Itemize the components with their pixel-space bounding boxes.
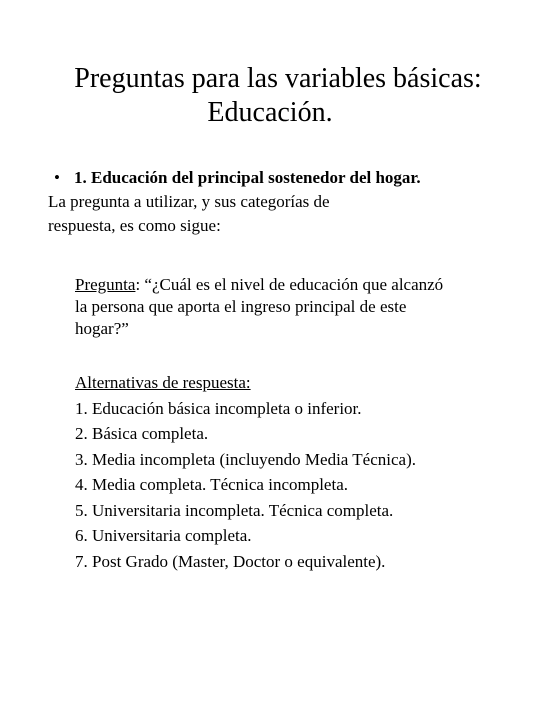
alternative-item: 7. Post Grado (Master, Doctor o equivalente). [75, 551, 386, 571]
bullet-icon: • [54, 168, 60, 187]
bullet-section [48, 166, 518, 238]
question-text-start: : “¿Cuál es el nivel de educación que alcanzó [135, 275, 444, 294]
title-line-1: Preguntas para las variables básicas: [74, 63, 482, 94]
question-section [75, 274, 515, 340]
question-line-3: hogar?” [75, 319, 129, 338]
alternatives-section [75, 370, 515, 574]
intro-line-2: respuesta, es como sigue: [48, 216, 221, 235]
alternative-item: 6. Universitaria completa. [75, 526, 252, 545]
bullet-heading-line [48, 166, 518, 190]
alternative-item: 5. Universitaria incompleta. Técnica completa. [75, 500, 394, 520]
alternative-item: 1. Educación básica incompleta o inferior. [75, 398, 362, 418]
intro-line-1: La pregunta a utilizar, y sus categorías de [48, 192, 330, 211]
alternative-item: 4. Media completa. Técnica incompleta. [75, 475, 348, 494]
alternatives-label: Alternativas de respuesta: [75, 373, 251, 392]
question-line-2: la persona que aporta el ingreso principal de este [75, 297, 407, 316]
bullet-heading: 1. Educación del principal sostenedor del hogar. [74, 168, 421, 187]
alternative-item: 2. Básica completa. [75, 424, 209, 443]
alternative-item: 3. Media incompleta (incluyendo Media Técnica). [75, 449, 416, 469]
question-line-1 [75, 274, 515, 296]
question-label: Pregunta [75, 275, 136, 294]
slide-title [0, 62, 540, 130]
title-line-2: Educación. [207, 97, 333, 128]
